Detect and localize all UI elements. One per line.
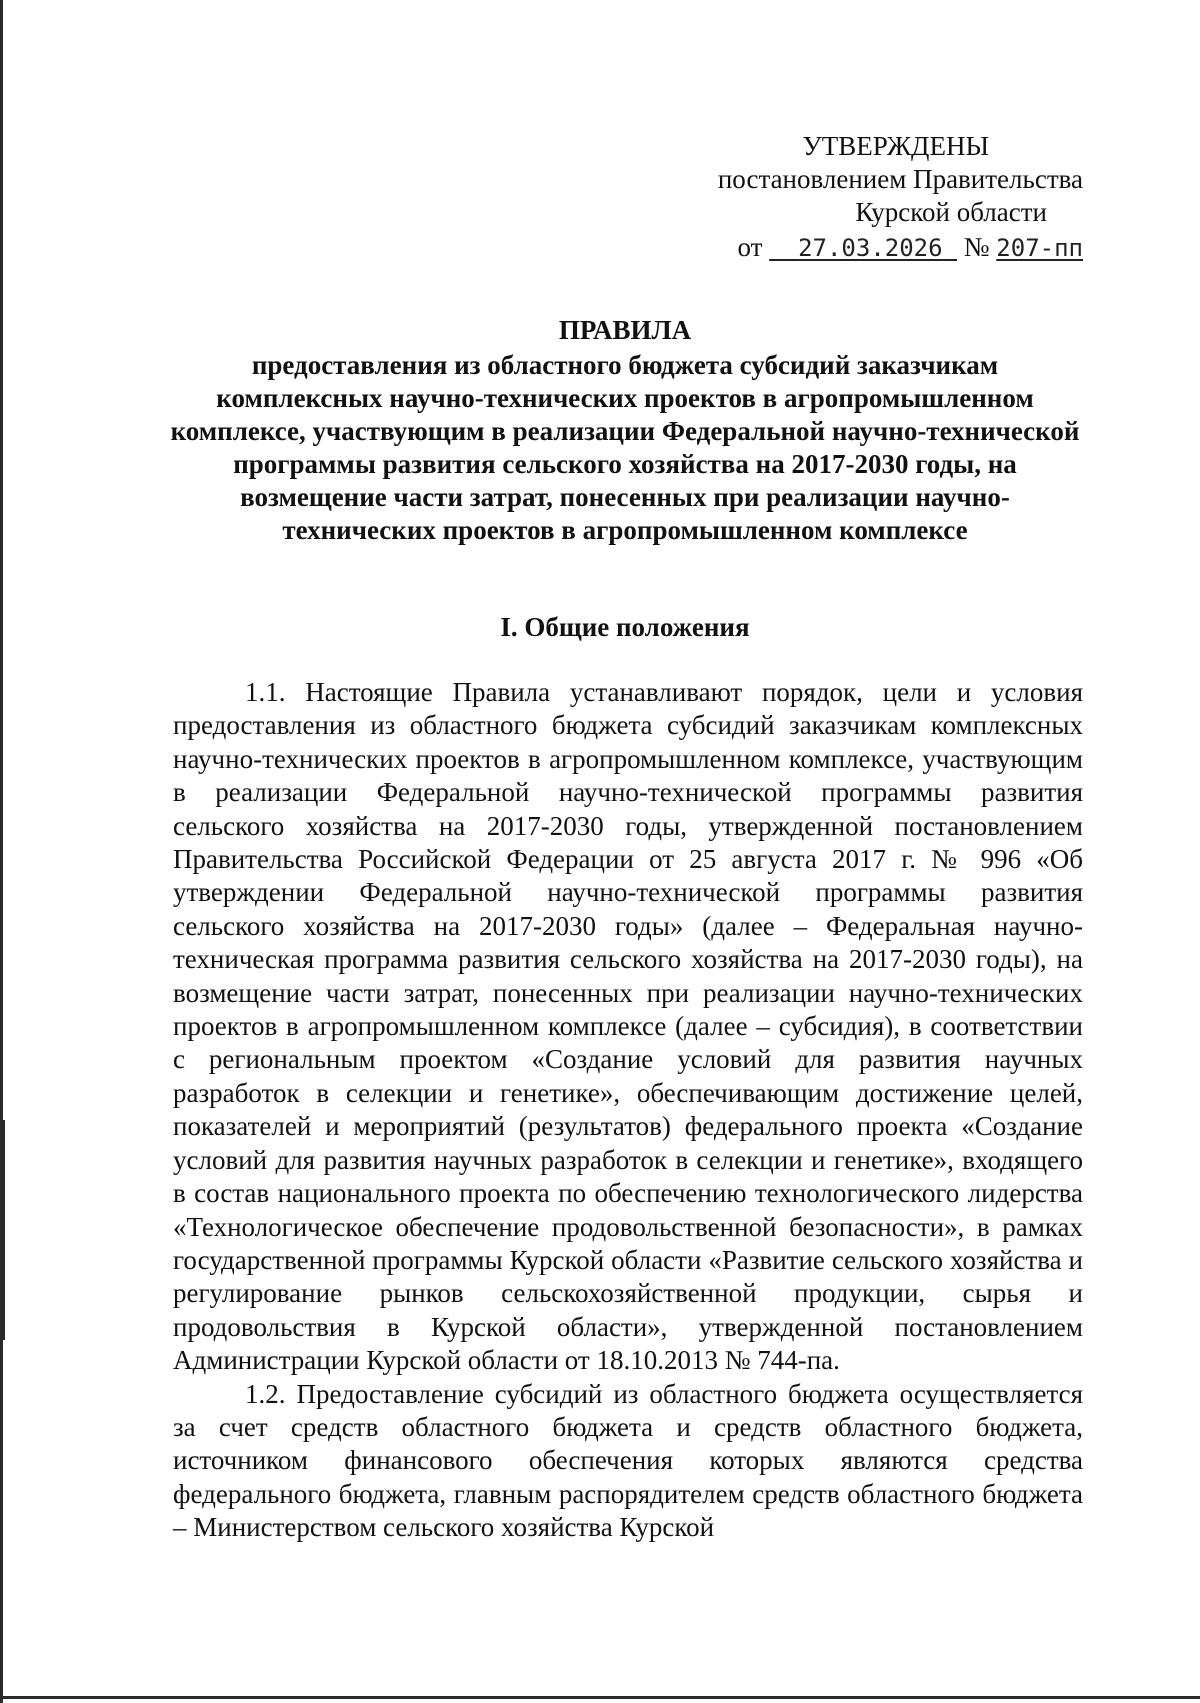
document-body bbox=[173, 676, 1083, 1545]
approval-issuer: постановлением Правительства bbox=[717, 164, 1083, 194]
document-subtitle: предоставления из областного бюджета субсидий заказчикам комплексных научно-технических проектов в агропромышленном комплексе, участвующим в реализации Федеральной научно-технической программы развития сельского хозяйства на 2017-2030 годы, на возмещение части затрат, понесенных при реализации научно-технических проектов в агропромышленном комплексе bbox=[170, 350, 1080, 545]
approval-region: Курской области bbox=[855, 197, 1047, 227]
page-bottom-edge bbox=[0, 1696, 1200, 1699]
approval-date: 27.03.2026 bbox=[798, 234, 943, 262]
approval-number: 207-пп bbox=[996, 234, 1083, 262]
paragraph-1-2: 1.2. Предоставление субсидий из областного бюджета осуществляется за счет средств областного бюджета и средств областного бюджета, источником финансового обеспечения которых являются средства федерального бюджета, главным распорядителем средств областного бюджета – Министерством сельского хозяйства Курской bbox=[173, 1378, 1083, 1543]
approval-title: УТВЕРЖДЕНЫ bbox=[802, 131, 989, 161]
number-prefix: № bbox=[963, 232, 990, 262]
section-title: I. Общие положения bbox=[500, 612, 750, 642]
approval-date-line bbox=[583, 231, 1083, 265]
approval-stamp-block bbox=[583, 130, 1083, 265]
document-title-block bbox=[170, 314, 1080, 547]
document-title: ПРАВИЛА bbox=[558, 315, 692, 345]
date-prefix: от bbox=[737, 232, 763, 262]
paragraph-1-1: 1.1. Настоящие Правила устанавливают порядок, цели и условия предоставления из областного бюджета субсидий заказчикам комплексных научно-технических проектов в агропромышленном комплексе, участвующим в реализации Федеральной научно-технической программы развития сельского хозяйства на 2017-2030 годы, утвержденной постановлением Правительства Российской Федерации от 25 августа 2017 г. № 996 «Об утверждении Федеральной научно-технической программы развития сельского хозяйства на 2017-2030 годы» (далее – Федеральная научно-техническая программа развития сельского хозяйства на 2017-2030 годы), на возмещение части затрат, понесенных при реализации научно-технических проектов в агропромышленном комплексе (далее – субсидия), в соответствии с региональным проектом «Создание условий для развития научных разработок в селекции и генетике», обеспечивающим достижение целей, показателей и мероприятий (результатов) федерального проекта «Создание условий для развития научных разработок в селекции и генетике», входящего в состав национального проекта по обеспечению технологического лидерства «Технологическое обеспечение продовольственной безопасности», в рамках государственной программы Курской области «Развитие сельского хозяйства и регулирование рынков сельскохозяйственной продукции, сырья и продовольствия в Курской области», утвержденной постановлением Администрации Курской области от 18.10.2013 № 744-па. bbox=[173, 677, 1083, 1376]
page-left-edge bbox=[0, 0, 3, 1703]
